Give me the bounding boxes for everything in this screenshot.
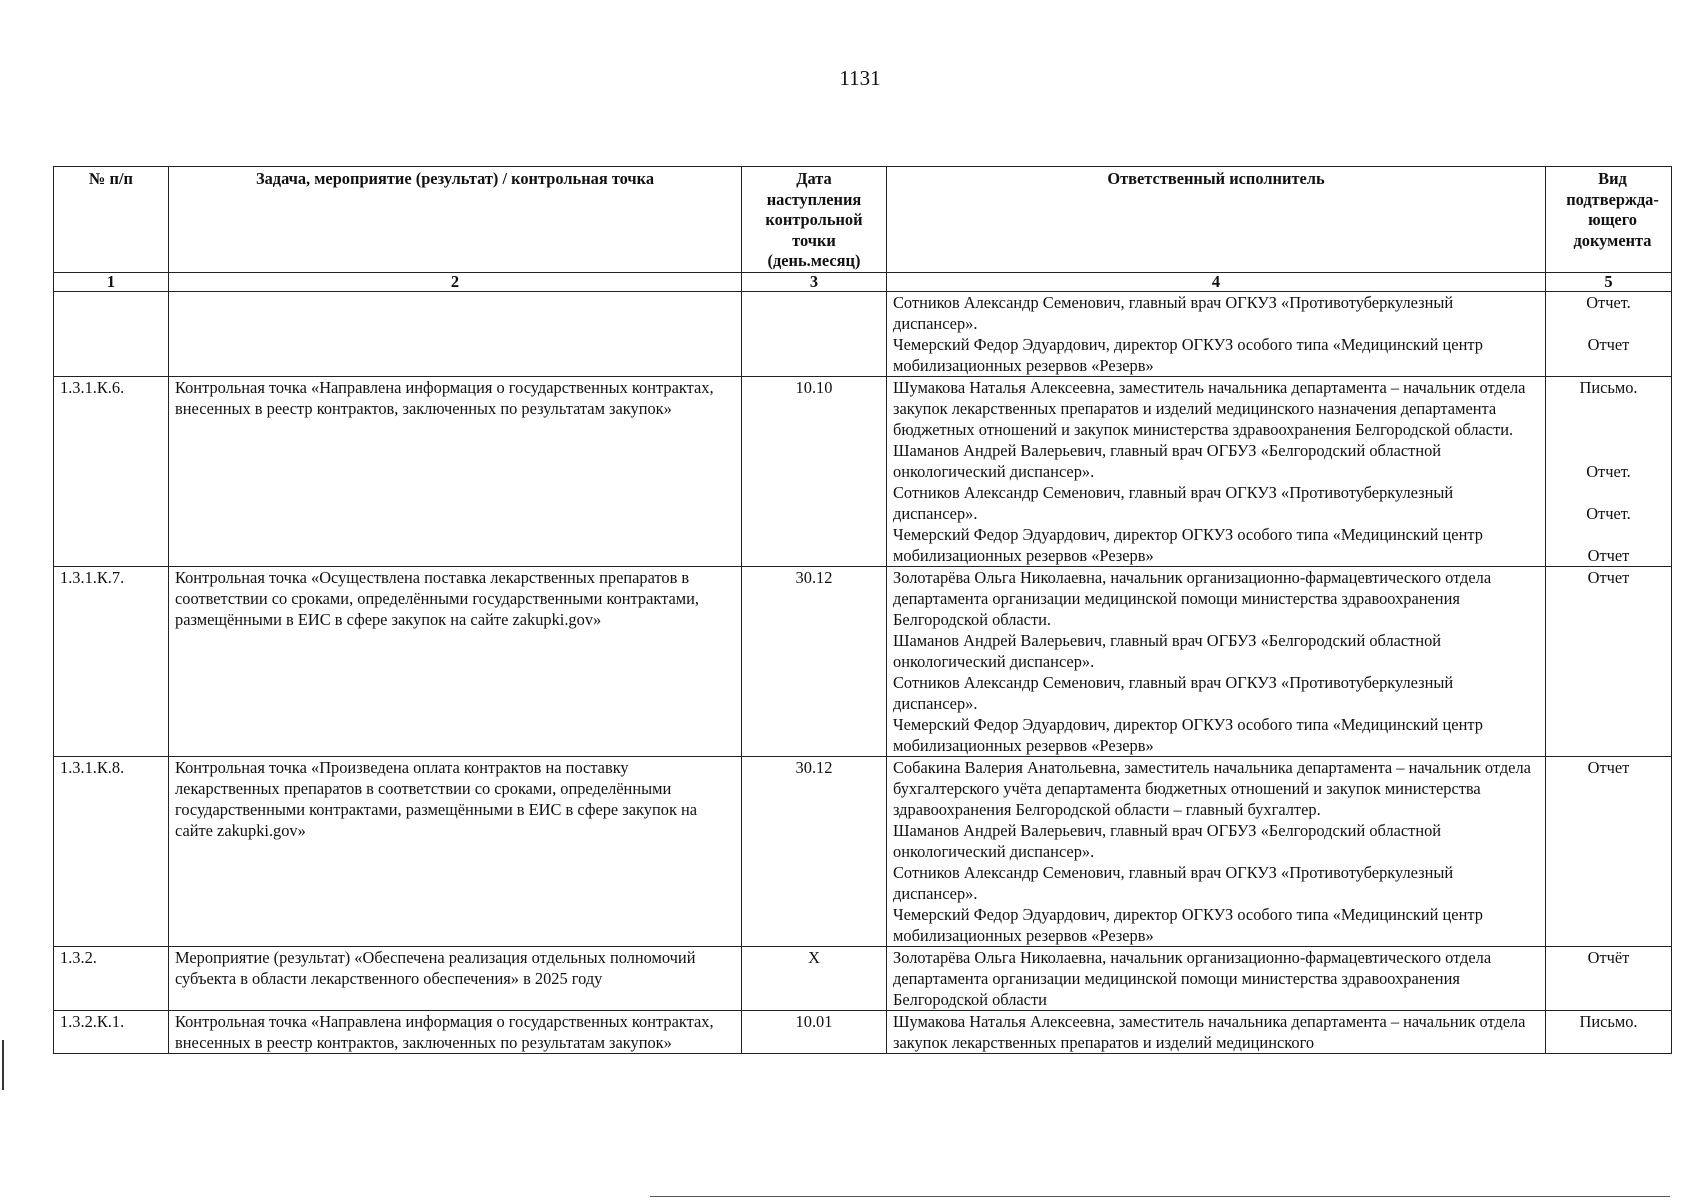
- document-type: Отчет: [1587, 568, 1630, 587]
- row-date: [742, 292, 887, 377]
- table-row: [54, 1011, 1672, 1054]
- header-document-type: Вид подтвержда-ющего документа: [1546, 167, 1672, 273]
- row-date: X: [742, 947, 887, 1011]
- row-task: Контрольная точка «Осуществлена поставка лекарственных препаратов в соответствии со сроками, определёнными государственными контрактами, размещёнными в ЕИС в сфере закупок на сайте zakupki.gov»: [169, 567, 742, 757]
- document-type: Отчет: [1587, 335, 1630, 354]
- column-number: 3: [742, 273, 887, 292]
- header-task: Задача, мероприятие (результат) / контрольная точка: [169, 167, 742, 273]
- control-points-table: [53, 166, 1672, 1054]
- header-number: № п/п: [54, 167, 169, 273]
- row-number: 1.3.1.К.8.: [54, 757, 169, 947]
- row-responsible: [887, 567, 1546, 757]
- row-document-type: [1546, 567, 1672, 757]
- responsible-person: Сотников Александр Семенович, главный врач ОГКУЗ «Противотуберкулезный диспансер».: [893, 673, 1454, 713]
- row-number: [54, 292, 169, 377]
- row-number: 1.3.1.К.6.: [54, 377, 169, 567]
- scan-edge-mark: [2, 1040, 4, 1090]
- row-date: 10.01: [742, 1011, 887, 1054]
- column-number: 5: [1546, 273, 1672, 292]
- responsible-person: Шаманов Андрей Валерьевич, главный врач ОГБУЗ «Белгородский областной онкологический диспансер».: [893, 441, 1442, 481]
- column-number: 1: [54, 273, 169, 292]
- row-task: Контрольная точка «Направлена информация о государственных контрактах, внесенных в реестр контрактов, заключенных по результатам закупок»: [169, 377, 742, 567]
- column-numbers-row: [54, 273, 1672, 292]
- document-type: Отчет.: [1586, 462, 1631, 481]
- document-type: Письмо.: [1579, 1012, 1638, 1031]
- header-row: [54, 167, 1672, 273]
- row-responsible: [887, 947, 1546, 1011]
- responsible-person: Чемерский Федор Эдуардович, директор ОГКУЗ особого типа «Медицинский центр мобилизационных резервов «Резерв»: [893, 905, 1483, 945]
- row-task: Контрольная точка «Произведена оплата контрактов на поставку лекарственных препаратов в соответствии со сроками, определёнными государственными контрактами, размещёнными в ЕИС в сфере закупок на сайте zakupki.gov»: [169, 757, 742, 947]
- responsible-person: Золотарёва Ольга Николаевна, начальник организационно-фармацевтического отдела департамента организации медицинской помощи министерства здравоохранения Белгородской области: [893, 948, 1492, 1009]
- table-row: [54, 377, 1672, 567]
- row-document-type: [1546, 292, 1672, 377]
- row-responsible: [887, 292, 1546, 377]
- responsible-person: Сотников Александр Семенович, главный врач ОГКУЗ «Противотуберкулезный диспансер».: [893, 293, 1454, 333]
- table-row: [54, 292, 1672, 377]
- row-document-type: [1546, 377, 1672, 567]
- row-date: 10.10: [742, 377, 887, 567]
- document-type: Отчёт: [1587, 948, 1630, 967]
- responsible-person: Шаманов Андрей Валерьевич, главный врач ОГБУЗ «Белгородский областной онкологический диспансер».: [893, 821, 1442, 861]
- row-date: 30.12: [742, 567, 887, 757]
- row-number: 1.3.1.К.7.: [54, 567, 169, 757]
- row-responsible: [887, 377, 1546, 567]
- row-task: [169, 292, 742, 377]
- document-type: Письмо.: [1579, 378, 1638, 397]
- responsible-person: Сотников Александр Семенович, главный врач ОГКУЗ «Противотуберкулезный диспансер».: [893, 483, 1454, 523]
- document-type: Отчет.: [1586, 293, 1631, 312]
- row-document-type: [1546, 757, 1672, 947]
- footer-rule: [650, 1196, 1670, 1197]
- table-row: [54, 947, 1672, 1011]
- row-document-type: [1546, 1011, 1672, 1054]
- header-date: Дата наступления контрольной точки (день.месяц): [742, 167, 887, 273]
- document-type: Отчет: [1587, 546, 1630, 565]
- responsible-person: Собакина Валерия Анатольевна, заместитель начальника департамента – начальник отдела бухгалтерского учёта департамента бюджетных отношений и закупок министерства здравоохранения Белгородской области – главный бухгалтер.: [893, 758, 1531, 819]
- responsible-person: Сотников Александр Семенович, главный врач ОГКУЗ «Противотуберкулезный диспансер».: [893, 863, 1454, 903]
- row-task: Контрольная точка «Направлена информация о государственных контрактах, внесенных в реестр контрактов, заключенных по результатам закупок»: [169, 1011, 742, 1054]
- row-number: 1.3.2.: [54, 947, 169, 1011]
- header-responsible: Ответственный исполнитель: [887, 167, 1546, 273]
- row-document-type: [1546, 947, 1672, 1011]
- page-number: 1131: [839, 66, 881, 90]
- column-number: 2: [169, 273, 742, 292]
- row-date: 30.12: [742, 757, 887, 947]
- row-number: 1.3.2.К.1.: [54, 1011, 169, 1054]
- table-row: [54, 757, 1672, 947]
- responsible-person: Чемерский Федор Эдуардович, директор ОГКУЗ особого типа «Медицинский центр мобилизационных резервов «Резерв»: [893, 525, 1483, 565]
- responsible-person: Шумакова Наталья Алексеевна, заместитель начальника департамента – начальник отдела закупок лекарственных препаратов и изделий медицинского назначения департамента бюджетных отношений и закупок министерства здравоохранения Белгородской области.: [893, 378, 1526, 439]
- document-type: Отчет: [1587, 758, 1630, 777]
- row-task: Мероприятие (результат) «Обеспечена реализация отдельных полномочий субъекта в области лекарственного обеспечения» в 2025 году: [169, 947, 742, 1011]
- row-responsible: [887, 757, 1546, 947]
- table-row: [54, 567, 1672, 757]
- responsible-person: Шаманов Андрей Валерьевич, главный врач ОГБУЗ «Белгородский областной онкологический диспансер».: [893, 631, 1442, 671]
- responsible-person: Шумакова Наталья Алексеевна, заместитель начальника департамента – начальник отдела закупок лекарственных препаратов и изделий медицинского: [893, 1012, 1526, 1052]
- responsible-person: Золотарёва Ольга Николаевна, начальник организационно-фармацевтического отдела департамента организации медицинской помощи министерства здравоохранения Белгородской области.: [893, 568, 1492, 629]
- responsible-person: Чемерский Федор Эдуардович, директор ОГКУЗ особого типа «Медицинский центр мобилизационных резервов «Резерв»: [893, 715, 1483, 755]
- responsible-person: Чемерский Федор Эдуардович, директор ОГКУЗ особого типа «Медицинский центр мобилизационных резервов «Резерв»: [893, 335, 1483, 375]
- document-type: Отчет.: [1586, 504, 1631, 523]
- row-responsible: [887, 1011, 1546, 1054]
- column-number: 4: [887, 273, 1546, 292]
